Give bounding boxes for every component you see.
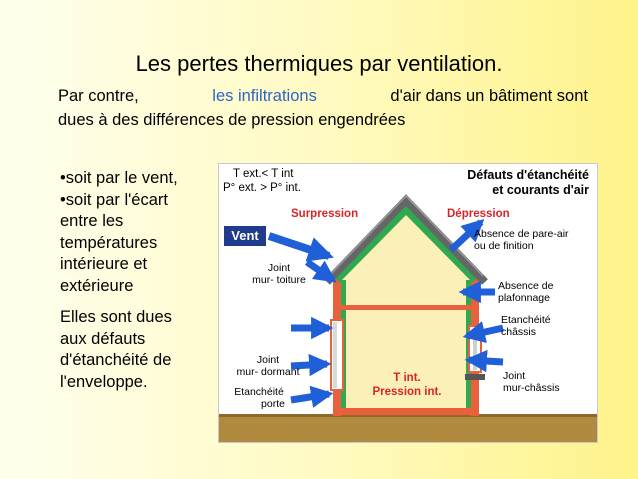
surpression-label: Surpression (291, 208, 359, 220)
etancheite-chassis-line1: Etanchéité (501, 314, 551, 326)
ground (219, 414, 597, 442)
t-int-label: T int. (393, 372, 421, 384)
side-text (60, 168, 218, 393)
absence-plafonnage-label (498, 280, 553, 304)
joint-mur-toiture-line2: mur- toiture (252, 274, 306, 286)
diagram-heading-1: Défauts d'étanchéité (467, 168, 589, 182)
infiltration-diagram (218, 163, 598, 443)
joint-mur-toiture-label (239, 262, 319, 286)
side-item: entre les (60, 212, 124, 230)
arrow-vent (269, 236, 329, 256)
arrow-joint-mur-chassis (469, 360, 503, 362)
conclusion-line: l'enveloppe. (60, 372, 148, 391)
joint-mur-chassis-label (503, 370, 560, 394)
joint-mur-dormant-label (229, 354, 307, 378)
diagram-heading-2: et courants d'air (492, 183, 589, 197)
conclusion-line: aux défauts (60, 329, 146, 348)
intro-text-part2: d'air dans un bâtiment sont (390, 87, 588, 105)
etancheite-chassis-line2: châssis (501, 326, 537, 338)
joint-mur-chassis-line1: Joint (503, 370, 526, 382)
joint-mur-toiture-line1: Joint (267, 262, 291, 274)
pressure-ext-label: P° ext. > P° int. (223, 182, 301, 194)
intro-paragraph (58, 84, 588, 132)
side-item: •soit par l'écart (60, 190, 168, 209)
temp-ext-label: T ext.< T int (233, 168, 294, 180)
conclusion-line: Elles sont dues (60, 308, 172, 326)
vent-label: Vent (224, 226, 266, 246)
intro-text-part1: Par contre, (58, 87, 139, 105)
etancheite-porte-line2: porte (261, 398, 285, 410)
pression-int-label: Pression int. (372, 386, 442, 398)
intro-line-1 (58, 84, 588, 108)
joint-mur-dormant-line1: Joint (256, 354, 280, 366)
joint-mur-chassis-line2: mur-châssis (503, 382, 560, 394)
slide-title: Les pertes thermiques par ventilation. (135, 51, 503, 76)
absence-plafonnage-line1: Absence de (498, 280, 554, 292)
absence-pare-air-label (474, 228, 569, 252)
side-item: intérieure et (60, 255, 148, 273)
depression-label: Dépression (447, 208, 510, 220)
window-sill (465, 374, 485, 380)
absence-pare-air-line1: Absence de pare-air (474, 228, 569, 240)
conclusion-line: d'étanchéité de (60, 351, 172, 369)
etancheite-porte-line1: Etanchéité (234, 386, 284, 398)
side-item: •soit par le vent, (60, 169, 178, 187)
upper-floor (333, 305, 479, 310)
arrow-etancheite-porte (291, 394, 329, 400)
side-item: extérieure (60, 276, 134, 295)
absence-pare-air-line2: ou de finition (474, 240, 534, 252)
intro-highlight-infiltrations: les infiltrations (212, 87, 317, 105)
etancheite-chassis-label (501, 314, 551, 338)
side-item: températures (60, 233, 158, 252)
joint-mur-dormant-line2: mur- dormant (236, 366, 300, 378)
side-gap (60, 297, 218, 307)
ground-floor (333, 408, 479, 415)
intro-line-2: dues à des différences de pression engendrées (58, 111, 406, 129)
absence-plafonnage-line2: plafonnage (498, 292, 550, 304)
etancheite-porte-label (227, 386, 291, 410)
